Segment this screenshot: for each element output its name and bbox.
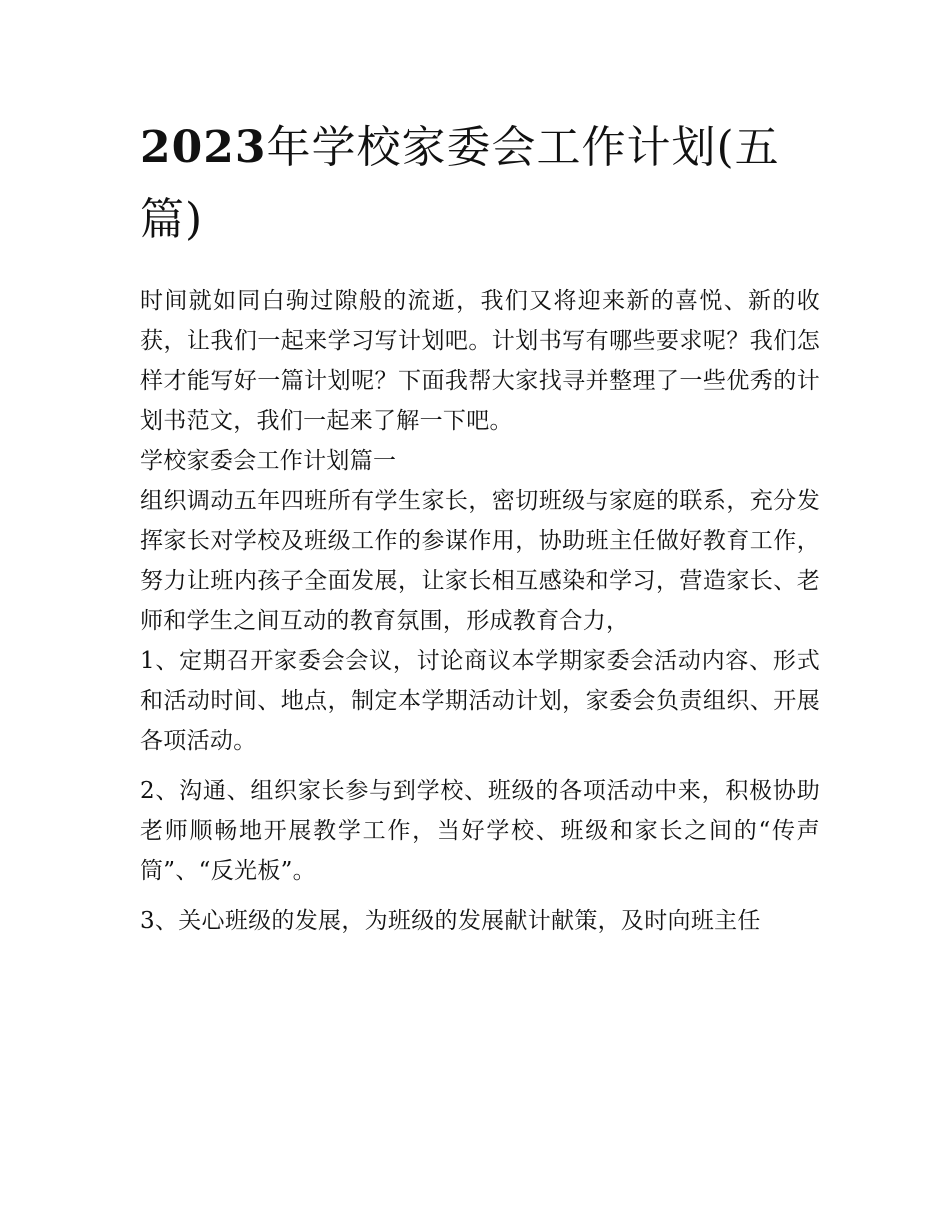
intro-paragraph: 时间就如同白驹过隙般的流逝，我们又将迎来新的喜悦、新的收获，让我们一起来学习写计划吧。计划书写有哪些要求呢？我们怎样才能写好一篇计划呢？下面我帮大家找寻并整理了一些优秀的计划书范文，我们一起来了解一下吧。 [140,288,820,434]
section-heading: 学校家委会工作计划篇一 [140,448,397,474]
title-year: 2023 [140,122,267,173]
document-title [140,112,820,256]
list-item: 1、定期召开家委会会议，讨论商议本学期家委会活动内容、形式和活动时间、地点，制定本学期活动计划，家委会负责组织、开展各项活动。 [140,648,820,754]
title-text: 年学校家委会工作计划(五篇) [140,122,780,245]
section-paragraph: 组织调动五年四班所有学生家长，密切班级与家庭的联系，充分发挥家长对学校及班级工作的参谋作用，协助班主任做好教育工作，努力让班内孩子全面发展，让家长相互感染和学习，营造家长、老师和学生之间互动的教育氛围，形成教育合力， [140,488,820,634]
list-item: 3、关心班级的发展，为班级的发展献计献策，及时向班主任 [140,908,761,934]
list-item: 2、沟通、组织家长参与到学校、班级的各项活动中来，积极协助老师顺畅地开展教学工作，当好学校、班级和家长之间的“传声筒”、“反光板”。 [140,778,820,884]
document-body [140,281,820,941]
